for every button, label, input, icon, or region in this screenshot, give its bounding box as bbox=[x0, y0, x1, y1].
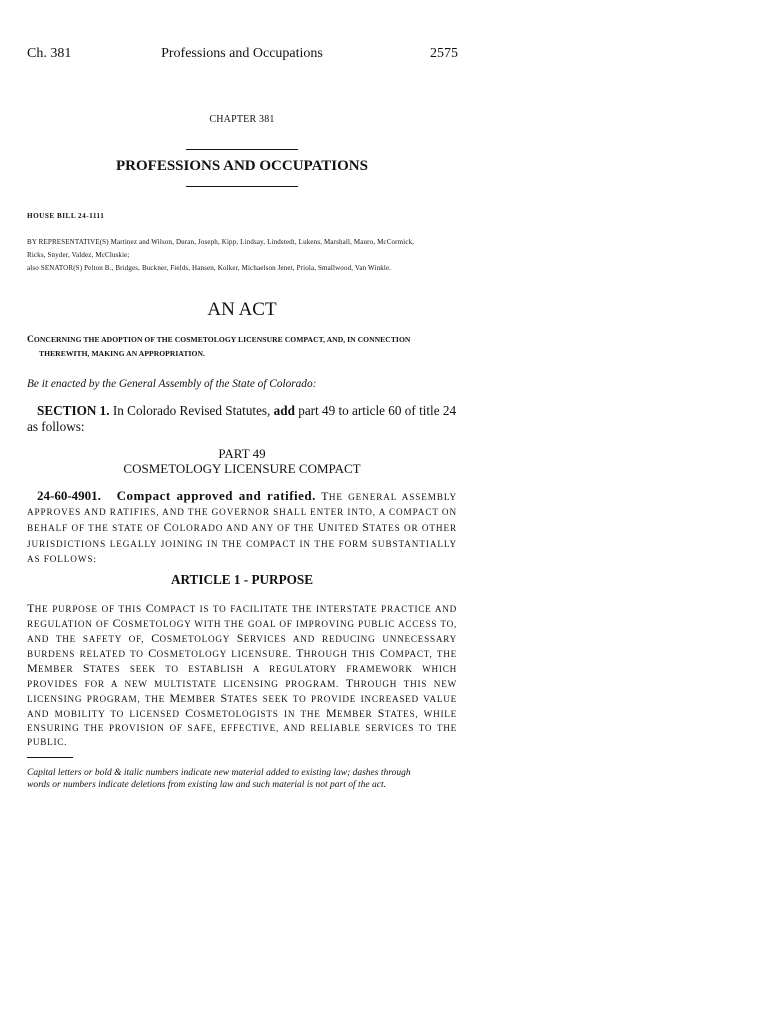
small-cap-initial: M bbox=[169, 691, 181, 705]
small-cap-initial: C bbox=[379, 646, 389, 660]
purpose-text: OMPACT, THE bbox=[388, 649, 457, 659]
small-cap-initial: C bbox=[148, 646, 157, 660]
purpose-text: EMBER bbox=[336, 709, 378, 719]
purpose-text: OSMETOLOGY bbox=[159, 634, 237, 644]
statute-section-number: 24-60-4901. bbox=[37, 488, 101, 503]
page-number: 2575 bbox=[430, 46, 458, 61]
small-cap-initial: S bbox=[377, 706, 385, 720]
statute-section-title: Compact approved and ratified. bbox=[116, 488, 316, 503]
purpose-text: OSMETOLOGY LICENSURE. bbox=[156, 649, 297, 659]
purpose-text: OMPACT IS TO FACILITATE THE INTERSTATE PRACTICE AND REGULATION OF bbox=[27, 604, 457, 629]
act-title: AN ACT bbox=[207, 299, 277, 320]
small-cap-initial: T bbox=[345, 676, 354, 690]
purpose-text: TATES, WHILE ENSURING THE PROVISION OF SAFE, EFFECTIVE, AND RELIABLE SERVICES TO THE PUBLIC. bbox=[27, 709, 457, 747]
sponsors-line: BY REPRESENTATIVE(S) Martinez and Wilson, Duran, Joseph, Kipp, Lindsay, Lindstedt, Lukens, Marshall, Mauro, McCormick, bbox=[27, 238, 415, 246]
chapter-title: PROFESSIONS AND OCCUPATIONS bbox=[116, 158, 368, 174]
small-cap-initial: T bbox=[321, 489, 329, 503]
statute-section-paragraph bbox=[27, 488, 457, 567]
small-cap-initial: M bbox=[326, 706, 337, 720]
small-cap-initial: C bbox=[185, 706, 194, 720]
purpose-text: EMBER bbox=[180, 694, 221, 704]
enacting-clause: Be it enacted by the General Assembly of the State of Colorado: bbox=[27, 378, 317, 390]
purpose-text: EMBER bbox=[37, 664, 83, 674]
bill-number: HOUSE BILL 24-1111 bbox=[27, 212, 105, 220]
title-rule-bottom bbox=[186, 186, 298, 187]
title-rule-top bbox=[186, 149, 298, 150]
small-cap-initial: S bbox=[362, 520, 370, 535]
sponsors-line: Ricks, Snyder, Valdez, McCluskie; bbox=[27, 251, 130, 259]
running-header-title: Professions and Occupations bbox=[161, 46, 323, 61]
small-cap-initial: T bbox=[296, 646, 304, 660]
part-number: PART 49 bbox=[218, 446, 266, 461]
small-cap-initial: T bbox=[27, 601, 35, 615]
concerning-line: ONCERNING THE ADOPTION OF THE COSMETOLOGY LICENSURE COMPACT, AND, IN CONNECTION bbox=[33, 335, 411, 344]
purpose-text: ERVICES AND REDUCING UNNECESSARY BURDENS RELATED TO bbox=[27, 634, 457, 659]
purpose-text: HROUGH THIS NEW LICENSING PROGRAM, THE bbox=[27, 679, 457, 704]
purpose-text: HE PURPOSE OF THIS bbox=[34, 604, 146, 614]
small-cap-initial: C bbox=[151, 631, 160, 645]
part-title: COSMETOLOGY LICENSURE COMPACT bbox=[123, 461, 361, 476]
small-cap-initial: S bbox=[220, 691, 228, 705]
purpose-text: OSMETOLOGISTS IN THE bbox=[193, 709, 326, 719]
small-cap-initial: C bbox=[163, 520, 173, 535]
small-cap-initial: U bbox=[317, 520, 327, 535]
concerning-line: THEREWITH, MAKING AN APPROPRIATION. bbox=[39, 349, 205, 358]
small-cap-initial: S bbox=[236, 631, 244, 645]
section-add-word: add bbox=[273, 403, 295, 418]
footnote-line: words or numbers indicate deletions from existing law and such material is not part of the act. bbox=[27, 780, 386, 790]
purpose-text: OSMETOLOGY WITH THE GOAL OF IMPROVING PUBLIC ACCESS TO, AND THE SAFETY OF, bbox=[27, 619, 457, 644]
section-text: part 49 to article 60 of title 24 bbox=[298, 403, 457, 418]
sponsors-line: also SENATOR(S) Pelton B., Bridges, Buckner, Fields, Hansen, Kolker, Michaelson Jenet, Priola, Smallwood, Van Winkle. bbox=[27, 264, 392, 272]
statute-text: HE GENERAL ASSEMBLY APPROVES AND RATIFIES, AND THE GOVERNOR SHALL ENTER INTO, A COMPACT ON BEHALF OF THE STATE OF bbox=[27, 492, 457, 534]
purpose-text: TATES SEEK TO PROVIDE INCREASED VALUE AND MOBILITY TO LICENSED bbox=[27, 694, 457, 719]
running-header-chapter: Ch. 381 bbox=[27, 46, 72, 61]
small-cap-initial: C bbox=[112, 616, 121, 630]
purpose-paragraph bbox=[27, 601, 457, 749]
footnote bbox=[27, 767, 459, 791]
small-cap-initial: C bbox=[145, 601, 154, 615]
chapter-label: CHAPTER 381 bbox=[209, 114, 275, 125]
article-heading: ARTICLE 1 - PURPOSE bbox=[170, 572, 314, 587]
footnote-rule bbox=[27, 757, 73, 758]
purpose-text: TATES SEEK TO ESTABLISH A REGULATORY FRAMEWORK WHICH PROVIDES FOR A NEW MULTISTATE LICENSING PROGRAM. bbox=[27, 664, 457, 689]
statute-text: NITED bbox=[326, 523, 363, 534]
footnote-line: Capital letters or bold & italic numbers indicate new material added to existing law; dashes through bbox=[27, 768, 411, 778]
section-label: SECTION 1. bbox=[37, 403, 110, 418]
section-text: as follows: bbox=[27, 419, 85, 434]
sponsors-block bbox=[27, 236, 462, 275]
section-text: In Colorado Revised Statutes, bbox=[112, 403, 271, 418]
concerning-initial: C bbox=[27, 335, 34, 345]
small-cap-initial: S bbox=[82, 661, 90, 675]
statute-text: OLORADO AND ANY OF THE bbox=[172, 523, 318, 534]
small-cap-initial: M bbox=[27, 661, 38, 675]
concerning-clause bbox=[27, 333, 461, 360]
purpose-text: HROUGH THIS bbox=[303, 649, 380, 659]
section-1 bbox=[27, 403, 459, 435]
statute-text: TATES OR OTHER JURISDICTIONS LEGALLY JOINING IN THE COMPACT IN THE FORM SUBSTANTIALLY AS FOLLOWS: bbox=[27, 523, 457, 564]
